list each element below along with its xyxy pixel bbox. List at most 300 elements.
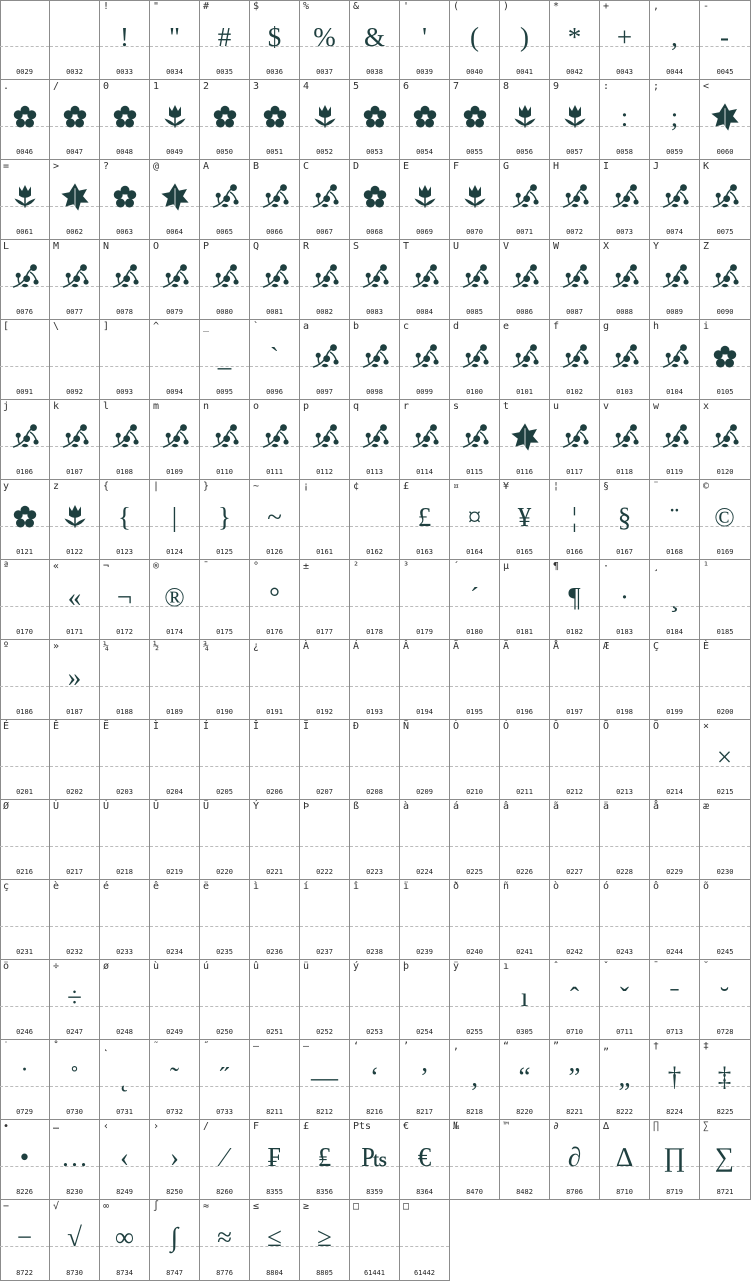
- glyph-cell-code: 0249: [166, 1028, 183, 1036]
- glyph-cell-char-label: à: [403, 801, 410, 812]
- glyph-cell-code: 0092: [66, 388, 83, 396]
- glyph-cell: [550, 1040, 600, 1120]
- glyph-cell: [600, 640, 650, 720]
- floral-sprig-icon: [600, 414, 649, 460]
- glyph-cell-char-label: □: [353, 1201, 360, 1212]
- glyph-cell: [700, 400, 751, 480]
- glyph-sample: „: [618, 1061, 631, 1092]
- glyph-cell: [200, 400, 250, 480]
- glyph-cell-code: 8218: [466, 1108, 483, 1116]
- glyph-cell-char-label: Ø: [3, 801, 10, 812]
- glyph-cell: [400, 800, 450, 880]
- glyph-cell-char-label: A: [203, 161, 210, 172]
- floral-sprig-icon: [350, 254, 399, 300]
- glyph-cell: [250, 1040, 300, 1120]
- glyph-cell-char-label: ¡: [303, 481, 310, 492]
- glyph-cell-code: 0094: [166, 388, 183, 396]
- glyph-cell: [100, 480, 150, 560]
- glyph-sample: [0, 734, 49, 780]
- glyph-sample: $: [267, 21, 282, 52]
- glyph-cell-code: 0250: [216, 1028, 233, 1036]
- glyph-cell-char-label: é: [103, 881, 110, 892]
- glyph-cell: [550, 400, 600, 480]
- glyph-cell-code: 8482: [516, 1188, 533, 1196]
- glyph-cell-char-label: ×: [703, 721, 710, 732]
- floral-sprig-icon: [700, 174, 749, 220]
- glyph-cell-code: 0224: [416, 868, 433, 876]
- floral-sprig-icon: [150, 414, 199, 460]
- glyph-sample: †: [667, 1061, 682, 1092]
- glyph-sample: &: [363, 21, 385, 52]
- glyph-cell-char-label: ò: [553, 881, 560, 892]
- glyph-cell-char-label: Æ: [603, 641, 610, 652]
- floral-sprig-icon: [600, 254, 649, 300]
- glyph-cell-char-label: 6: [403, 81, 410, 92]
- glyph-cell-char-label: °: [253, 561, 260, 572]
- glyph-cell-char-label: ˙: [3, 1041, 10, 1052]
- glyph-cell-code: 0710: [566, 1028, 583, 1036]
- glyph-cell: [700, 800, 751, 880]
- glyph-cell: [400, 0, 450, 80]
- glyph-sample: [650, 894, 699, 940]
- glyph-cell-char-label: µ: [503, 561, 510, 572]
- glyph-cell-code: 0122: [66, 548, 83, 556]
- glyph-cell-code: 0172: [116, 628, 133, 636]
- glyph-cell-code: 0044: [666, 68, 683, 76]
- floral-sprig-icon: [250, 254, 299, 300]
- glyph-cell: [300, 160, 350, 240]
- glyph-sample: ˛: [120, 1061, 129, 1092]
- glyph-cell-char-label: _: [203, 321, 210, 332]
- glyph-cell: [400, 1040, 450, 1120]
- glyph-cell-code: 0065: [216, 228, 233, 236]
- glyph-sample: [150, 654, 199, 700]
- glyph-cell-char-label: U: [453, 241, 460, 252]
- glyph-sample: ≈: [217, 1221, 232, 1252]
- glyph-cell-code: 0213: [616, 788, 633, 796]
- glyph-cell-char-label: ‚: [453, 1041, 460, 1052]
- glyph-cell: [50, 560, 100, 640]
- glyph-cell-code: 0198: [616, 708, 633, 716]
- glyph-cell: [150, 720, 200, 800]
- glyph-sample: [200, 734, 249, 780]
- glyph-cell-char-label: f: [553, 321, 560, 332]
- glyph-cell-char-label: €: [403, 1121, 410, 1132]
- glyph-cell-char-label: ±: [303, 561, 310, 572]
- glyph-cell: [0, 560, 50, 640]
- glyph-cell: [400, 960, 450, 1040]
- floral-sprig-icon: [500, 254, 549, 300]
- floral-sprig-icon: [450, 414, 499, 460]
- glyph-cell: [200, 240, 250, 320]
- flower-icon: [250, 94, 299, 140]
- glyph-cell-char-label: ”: [553, 1041, 560, 1052]
- glyph-cell: [350, 720, 400, 800]
- glyph-cell: [400, 640, 450, 720]
- glyph-cell-code: 8359: [366, 1188, 383, 1196]
- glyph-cell-code: 0102: [566, 388, 583, 396]
- glyph-cell-char-label: F: [453, 161, 460, 172]
- glyph-cell: [250, 1120, 300, 1200]
- glyph-cell-code: 0227: [566, 868, 583, 876]
- glyph-cell: [400, 240, 450, 320]
- glyph-cell-char-label: ¯: [203, 561, 210, 572]
- glyph-cell: [550, 560, 600, 640]
- glyph-sample: —: [311, 1061, 338, 1092]
- glyph-cell: [650, 160, 700, 240]
- glyph-cell: [250, 800, 300, 880]
- glyph-cell-char-label: b: [353, 321, 360, 332]
- glyph-cell-char-label: q: [353, 401, 360, 412]
- glyph-cell-code: 0246: [16, 1028, 33, 1036]
- glyph-cell: [700, 560, 751, 640]
- glyph-sample: °: [269, 581, 280, 612]
- glyph-cell: [550, 640, 600, 720]
- glyph-cell-code: 61441: [363, 1269, 386, 1277]
- glyph-cell-code: 0187: [66, 708, 83, 716]
- glyph-cell-char-label: Ó: [503, 721, 510, 732]
- glyph-cell-code: 0223: [366, 868, 383, 876]
- glyph-cell: [400, 160, 450, 240]
- floral-sprig-icon: [50, 254, 99, 300]
- glyph-cell-char-label: ,: [653, 1, 660, 12]
- glyph-cell-char-label: Ð: [353, 721, 360, 732]
- glyph-cell: [600, 1120, 650, 1200]
- glyph-cell-char-label: $: [253, 1, 260, 12]
- glyph-cell-char-label: l: [103, 401, 110, 412]
- glyph-cell-code: 0119: [666, 468, 683, 476]
- glyph-cell: [350, 880, 400, 960]
- glyph-cell-code: 0180: [466, 628, 483, 636]
- glyph-cell-code: 0100: [466, 388, 483, 396]
- glyph-cell: [250, 160, 300, 240]
- glyph-cell-char-label: r: [403, 401, 410, 412]
- glyph-sample: [400, 734, 449, 780]
- glyph-cell-code: 0074: [666, 228, 683, 236]
- glyph-cell: [150, 160, 200, 240]
- glyph-cell-code: 8706: [566, 1188, 583, 1196]
- glyph-cell: [300, 400, 350, 480]
- glyph-cell-char-label: ≥: [303, 1201, 310, 1212]
- glyph-cell-code: 0168: [666, 548, 683, 556]
- glyph-sample: ¤: [467, 501, 482, 532]
- glyph-cell-char-label: Ý: [253, 801, 260, 812]
- glyph-cell-code: 0199: [666, 708, 683, 716]
- glyph-cell-code: 0230: [716, 868, 734, 876]
- glyph-cell-code: 0186: [16, 708, 33, 716]
- glyph-cell-char-label: —: [303, 1041, 310, 1052]
- glyph-cell-code: 0124: [166, 548, 183, 556]
- glyph-cell-code: 0252: [316, 1028, 333, 1036]
- glyph-cell-char-label: ®: [153, 561, 160, 572]
- glyph-cell: [250, 960, 300, 1040]
- glyph-cell-code: 61442: [413, 1269, 436, 1277]
- glyph-cell: [100, 0, 150, 80]
- glyph-cell-code: 0110: [216, 468, 233, 476]
- glyph-cell-code: 0192: [316, 708, 333, 716]
- glyph-cell-code: 0191: [266, 708, 283, 716]
- glyph-cell: [150, 1200, 200, 1281]
- glyph-cell-code: 0251: [266, 1028, 283, 1036]
- floral-sprig-icon: [600, 174, 649, 220]
- glyph-cell: [600, 1040, 650, 1120]
- glyph-cell: [200, 1120, 250, 1200]
- glyph-cell-char-label: M: [53, 241, 60, 252]
- glyph-sample: }: [218, 501, 231, 532]
- glyph-cell: [450, 400, 500, 480]
- glyph-sample: [650, 814, 699, 860]
- glyph-cell-code: 0063: [116, 228, 133, 236]
- glyph-cell: [50, 640, 100, 720]
- glyph-cell-code: 8734: [116, 1269, 133, 1277]
- glyph-cell: [150, 80, 200, 160]
- glyph-cell-char-label: /: [53, 81, 60, 92]
- glyph-cell-char-label: ∂: [553, 1121, 560, 1132]
- glyph-cell-char-label: |: [153, 481, 160, 492]
- glyph-cell-char-label: F: [253, 1121, 260, 1132]
- glyph-cell: [500, 880, 550, 960]
- floral-sprig-icon: [700, 254, 749, 300]
- glyph-cell-code: 0731: [116, 1108, 133, 1116]
- glyph-sample: -: [720, 21, 729, 52]
- glyph-cell: [650, 1120, 700, 1200]
- glyph-cell-code: 0185: [716, 628, 734, 636]
- glyph-cell-code: 8221: [566, 1108, 583, 1116]
- glyph-cell-code: 0194: [416, 708, 433, 716]
- glyph-cell-char-label: m: [153, 401, 160, 412]
- glyph-cell-code: 8805: [316, 1269, 333, 1277]
- glyph-cell-code: 0084: [416, 308, 433, 316]
- glyph-cell: [0, 880, 50, 960]
- glyph-cell: [300, 880, 350, 960]
- glyph-cell-code: 0222: [316, 868, 333, 876]
- glyph-cell-char-label: .: [3, 81, 10, 92]
- glyph-cell-char-label: ë: [203, 881, 210, 892]
- glyph-cell: [350, 240, 400, 320]
- glyph-cell-code: 0108: [116, 468, 133, 476]
- glyph-cell-char-label: Ç: [653, 641, 660, 652]
- glyph-cell: [0, 0, 50, 80]
- glyph-cell-code: 0203: [116, 788, 133, 796]
- glyph-cell: [350, 400, 400, 480]
- glyph-cell: [300, 480, 350, 560]
- leaf-icon: [700, 94, 749, 140]
- glyph-sample: [150, 974, 199, 1020]
- glyph-sample: [200, 654, 249, 700]
- glyph-sample: ˘: [720, 981, 729, 1012]
- flower-icon: [0, 94, 49, 140]
- glyph-cell-code: 0169: [716, 548, 734, 556]
- flower-icon: [350, 94, 399, 140]
- glyph-cell-char-label: Pts: [353, 1121, 372, 1132]
- glyph-cell-code: 0189: [166, 708, 183, 716]
- glyph-cell-char-label: ÷: [53, 961, 60, 972]
- glyph-cell-code: 8249: [116, 1188, 133, 1196]
- glyph-sample: ·: [620, 581, 629, 612]
- leaf-icon: [500, 414, 549, 460]
- glyph-cell: [50, 800, 100, 880]
- glyph-cell-char-label: 4: [303, 81, 310, 92]
- glyph-cell-code: 0103: [616, 388, 633, 396]
- glyph-sample: [50, 334, 99, 380]
- glyph-cell-code: 0253: [366, 1028, 383, 1036]
- glyph-cell-char-label: p: [303, 401, 310, 412]
- glyph-cell: [600, 240, 650, 320]
- glyph-cell-char-label: +: [603, 1, 610, 12]
- glyph-sample: [500, 894, 549, 940]
- glyph-cell-char-label: ≈: [203, 1201, 210, 1212]
- glyph-cell: [50, 720, 100, 800]
- glyph-sample: ¶: [568, 581, 581, 612]
- glyph-sample: [450, 974, 499, 1020]
- glyph-cell-char-label: c: [403, 321, 410, 332]
- glyph-cell-char-label: O: [153, 241, 160, 252]
- glyph-cell: [700, 720, 751, 800]
- glyph-cell-code: 0048: [116, 148, 133, 156]
- glyph-sample: [200, 814, 249, 860]
- glyph-cell: [200, 320, 250, 400]
- flower-icon: [350, 174, 399, 220]
- glyph-sample: [600, 814, 649, 860]
- floral-sprig-icon: [350, 414, 399, 460]
- glyph-sample: [0, 974, 49, 1020]
- glyph-cell: [600, 160, 650, 240]
- glyph-cell: [200, 960, 250, 1040]
- glyph-cell-char-label: \: [53, 321, 60, 332]
- glyph-cell-code: 0116: [516, 468, 533, 476]
- glyph-cell-char-label: C: [303, 161, 310, 172]
- glyph-cell-code: 0061: [16, 228, 33, 236]
- glyph-cell-code: 8747: [166, 1269, 183, 1277]
- glyph-cell: [550, 960, 600, 1040]
- glyph-cell-code: 0211: [516, 788, 533, 796]
- glyph-cell-char-label: ï: [403, 881, 410, 892]
- glyph-cell-code: 0082: [316, 308, 333, 316]
- glyph-cell: [350, 1200, 400, 1281]
- glyph-cell: [100, 1040, 150, 1120]
- glyph-cell-char-label: î: [353, 881, 360, 892]
- glyph-cell-char-label: P: [203, 241, 210, 252]
- glyph-cell-char-label: ˚: [53, 1041, 60, 1052]
- glyph-cell: [50, 0, 100, 80]
- glyph-sample: √: [67, 1221, 82, 1252]
- glyph-cell: [700, 480, 751, 560]
- glyph-sample: _: [217, 341, 232, 372]
- glyph-sample: [250, 814, 299, 860]
- glyph-cell: [500, 800, 550, 880]
- flower-icon: [200, 94, 249, 140]
- glyph-cell-char-label: d: [453, 321, 460, 332]
- glyph-cell-char-label: K: [703, 161, 710, 172]
- glyph-cell-char-label: Ù: [53, 801, 60, 812]
- glyph-sample: !: [120, 21, 129, 52]
- glyph-cell: [300, 720, 350, 800]
- glyph-sample: [550, 734, 599, 780]
- glyph-cell-code: 0216: [16, 868, 33, 876]
- glyph-cell: [100, 80, 150, 160]
- glyph-cell-code: 0233: [116, 948, 133, 956]
- glyph-cell-code: 0214: [666, 788, 683, 796]
- glyph-cell-code: 0240: [466, 948, 483, 956]
- glyph-sample: ⁄: [222, 1141, 227, 1172]
- glyph-cell-code: 0242: [566, 948, 583, 956]
- glyph-sample: :: [620, 101, 629, 132]
- glyph-cell-code: 0029: [16, 68, 33, 76]
- glyph-cell-char-label: í: [303, 881, 310, 892]
- glyph-cell-code: 0036: [266, 68, 283, 76]
- glyph-cell: [0, 960, 50, 1040]
- glyph-cell: [600, 720, 650, 800]
- glyph-cell: [400, 560, 450, 640]
- glyph-cell: [150, 240, 200, 320]
- glyph-cell: [300, 1120, 350, 1200]
- glyph-cell: [100, 800, 150, 880]
- glyph-cell-char-label: ö: [3, 961, 10, 972]
- glyph-cell-char-label: ›: [153, 1121, 160, 1132]
- glyph-cell: [200, 720, 250, 800]
- glyph-sample: ×: [716, 741, 733, 772]
- floral-sprig-icon: [700, 414, 749, 460]
- glyph-sample: #: [217, 21, 232, 52]
- glyph-cell: [400, 80, 450, 160]
- glyph-cell-char-label: û: [253, 961, 260, 972]
- glyph-cell-code: 0114: [416, 468, 433, 476]
- glyph-cell: [100, 1120, 150, 1200]
- glyph-cell-code: 8356: [316, 1188, 333, 1196]
- glyph-cell: [100, 240, 150, 320]
- glyph-sample: [350, 654, 399, 700]
- glyph-cell-char-label: â: [503, 801, 510, 812]
- glyph-sample: «: [67, 581, 82, 612]
- glyph-cell-char-label: i: [703, 321, 710, 332]
- glyph-cell-code: 0079: [166, 308, 183, 316]
- glyph-sample: [150, 734, 199, 780]
- glyph-cell-code: 0164: [466, 548, 483, 556]
- glyph-cell-code: 0091: [16, 388, 33, 396]
- glyph-cell-code: 0106: [16, 468, 33, 476]
- glyph-cell-code: 0204: [166, 788, 183, 796]
- glyph-cell-char-label: ~: [253, 481, 260, 492]
- glyph-cell: [600, 0, 650, 80]
- glyph-cell: [650, 80, 700, 160]
- glyph-cell-code: 0081: [266, 308, 283, 316]
- glyph-cell-code: 0220: [216, 868, 233, 876]
- glyph-cell-char-label: ı: [503, 961, 510, 972]
- tulip-icon: [450, 174, 499, 220]
- glyph-cell: [650, 720, 700, 800]
- glyph-cell: [100, 1200, 150, 1281]
- glyph-cell: [450, 880, 500, 960]
- glyph-cell: [500, 0, 550, 80]
- glyph-cell: [0, 800, 50, 880]
- glyph-sample: [200, 574, 249, 620]
- glyph-cell-code: 0045: [716, 68, 734, 76]
- glyph-cell-code: 8225: [716, 1108, 734, 1116]
- glyph-cell-code: 0212: [566, 788, 583, 796]
- glyph-cell: [50, 400, 100, 480]
- glyph-cell-code: 0190: [216, 708, 233, 716]
- glyph-cell-code: 8230: [66, 1188, 83, 1196]
- glyph-cell: [500, 960, 550, 1040]
- glyph-sample: [350, 1214, 399, 1260]
- glyph-cell: [250, 80, 300, 160]
- glyph-sample: ´: [470, 581, 479, 612]
- glyph-cell-code: 0126: [266, 548, 283, 556]
- glyph-cell: [550, 800, 600, 880]
- glyph-cell-char-label: J: [653, 161, 660, 172]
- glyph-sample: [700, 574, 749, 620]
- glyph-cell-char-label: L: [3, 241, 10, 252]
